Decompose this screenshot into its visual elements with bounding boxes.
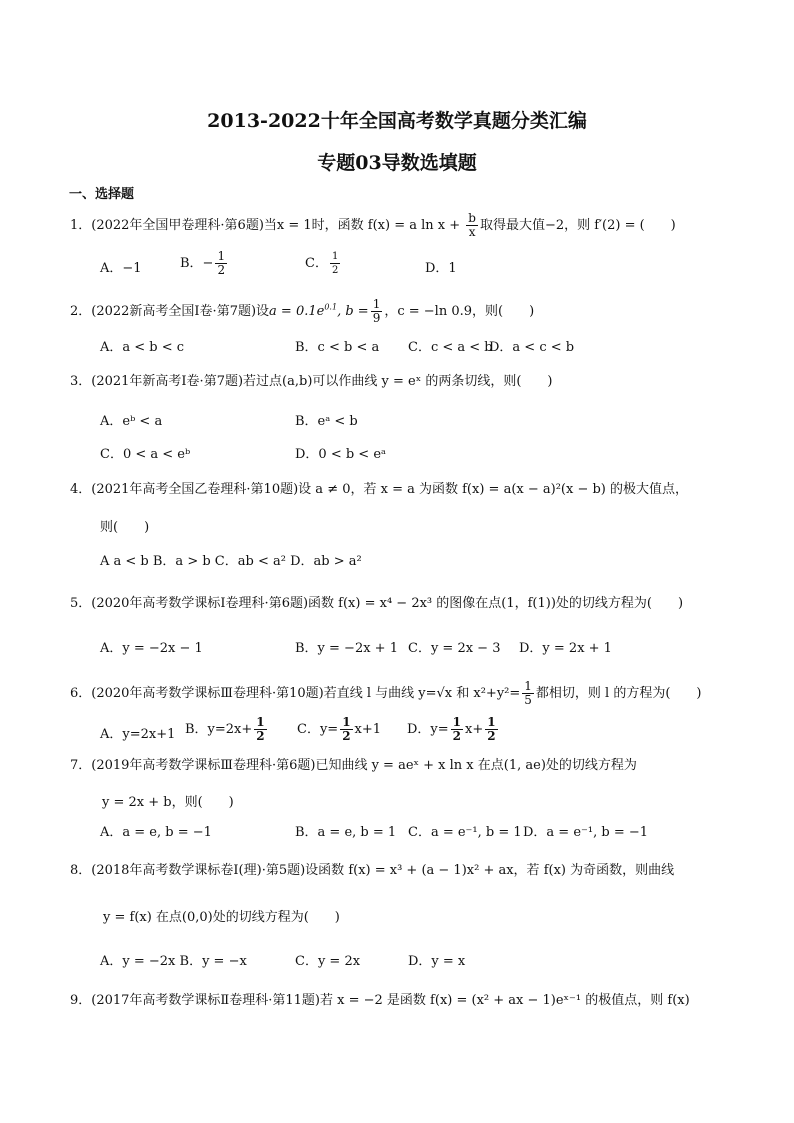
q7-option-a: A．a = e, b = −1 <box>100 825 212 840</box>
option-fraction <box>215 250 227 277</box>
q5-option-b: B．y = −2x + 1 <box>295 641 398 656</box>
q5-option-c: C．y = 2x − 3 <box>408 641 501 656</box>
frac-denominator: 2 <box>452 729 462 743</box>
question-1-lead: 1．(2022年全国甲卷理科·第6题)当 <box>70 218 277 233</box>
question-2 <box>70 298 534 325</box>
option-label: C． <box>305 256 328 271</box>
document-title: 2013-2022十年全国高考数学真题分类汇编 <box>207 110 587 132</box>
q8-option-ab: A．y = −2x B．y = −x <box>100 954 247 969</box>
q2-option-b: B．c < b < a <box>295 340 380 355</box>
frac-numerator: 1 <box>452 715 462 729</box>
q1-option-c <box>305 250 342 277</box>
question-5: 5．(2020年高考数学课标Ⅰ卷理科·第6题)函数 f(x) = x⁴ − 2x³ 的图像在点(1，f(1))处的切线方程为( ) <box>70 596 684 611</box>
question-6 <box>70 680 701 707</box>
option-fraction-2 <box>485 716 497 743</box>
q2-option-d: D．a < c < b <box>489 340 575 355</box>
q3-option-c: C．0 < a < eᵇ <box>100 447 191 462</box>
q3-option-a: A．eᵇ < a <box>100 414 163 429</box>
question-4: 4．(2021年高考全国乙卷理科·第10题)设 a ≠ 0，若 x = a 为函数 f(x) = a(x − a)²(x − b) 的极大值点， <box>70 482 688 497</box>
option-fraction <box>340 716 352 743</box>
q7-option-b: B．a = e, b = 1 <box>295 825 397 840</box>
question-2-expr2: , b = <box>337 304 369 319</box>
question-8: 8．(2018年高考数学课标卷Ⅰ(理)·第5题)设函数 f(x) = x³ + (a − 1)x² + ax，若 f(x) 为奇函数，则曲线 <box>70 863 675 878</box>
frac-denominator: 2 <box>331 265 339 276</box>
option-fraction <box>451 716 463 743</box>
q1-option-b <box>180 250 229 277</box>
question-2-lead: 2．(2022新高考全国Ⅰ卷·第7题)设 <box>70 304 270 319</box>
option-label: B．− <box>180 256 214 271</box>
option-fraction <box>330 250 340 277</box>
option-tail: x+1 <box>354 722 382 737</box>
q2-option-c: C．c < a < b <box>408 340 493 355</box>
frac-denominator: 2 <box>256 729 265 743</box>
q5-option-a: A．y = −2x − 1 <box>100 641 203 656</box>
question-7: 7．(2019年高考数学课标Ⅲ卷理科·第6题)已知曲线 y = aeˣ + x ln x 在点(1, ae)处的切线方程为 <box>70 758 637 773</box>
section-heading: 一、选择题 <box>69 187 135 202</box>
question-6-tail: 都相切，则 l 的方程为( ) <box>535 686 702 701</box>
q6-option-b <box>185 716 269 743</box>
frac-denominator: 2 <box>487 729 496 743</box>
q7-option-c: C．a = e⁻¹, b = 1 <box>408 825 522 840</box>
frac-numerator: b <box>468 211 476 225</box>
q7-option-d: D．a = e⁻¹, b = −1 <box>523 825 649 840</box>
frac-numerator: 1 <box>487 715 496 729</box>
q1-option-d: D．1 <box>425 261 457 276</box>
question-8-continuation: y = f(x) 在点(0,0)处的切线方程为( ) <box>103 910 340 925</box>
frac-denominator: 5 <box>524 693 532 707</box>
question-1-tail: 取得最大值−2，则 f′(2) = ( ) <box>479 218 676 233</box>
q3-option-b: B．eᵃ < b <box>295 414 358 429</box>
question-1-mid: x = 1时，函数 f(x) = a ln x + <box>276 218 465 233</box>
question-3: 3．(2021年新高考Ⅰ卷·第7题)若过点(a,b)可以作曲线 y = eˣ 的两条切线，则( ) <box>70 374 553 389</box>
q3-option-d: D．0 < b < eᵃ <box>295 447 387 462</box>
frac-numerator: 1 <box>331 251 339 262</box>
question-7-continuation: y = 2x + b，则( ) <box>102 795 234 810</box>
option-label: D．y= <box>407 722 449 737</box>
option-fraction <box>254 716 266 743</box>
frac-numerator: 1 <box>342 715 351 729</box>
q6-option-c <box>297 716 381 743</box>
q6-option-a: A．y=2x+1 <box>100 727 176 742</box>
frac-numerator: 1 <box>372 297 381 311</box>
question-4-continuation: 则( ) <box>100 520 150 535</box>
question-2-fraction <box>371 298 383 325</box>
question-1 <box>70 212 676 239</box>
question-1-fraction <box>466 212 478 239</box>
q6-option-d <box>407 716 500 743</box>
document-subtitle: 专题03导数选填题 <box>317 152 477 174</box>
q1-option-a: A．−1 <box>100 261 142 276</box>
option-label: B．y=2x+ <box>185 722 253 737</box>
q5-option-d: D．y = 2x + 1 <box>519 641 612 656</box>
question-2-tail: ，c = −ln 0.9，则( ) <box>384 304 535 319</box>
question-2-sup: 0.1 <box>324 302 338 312</box>
q8-option-d: D．y = x <box>408 954 466 969</box>
frac-denominator: 9 <box>372 311 381 325</box>
question-9: 9．(2017年高考数学课标Ⅱ卷理科·第11题)若 x = −2 是函数 f(x) = (x² + ax − 1)eˣ⁻¹ 的极值点，则 f(x) <box>70 993 690 1008</box>
question-6-fraction <box>522 680 534 707</box>
option-label: C．y= <box>297 722 339 737</box>
q4-options: A a < b B．a > b C．ab < a² D．ab > a² <box>100 554 362 569</box>
q8-option-c: C．y = 2x <box>295 954 361 969</box>
frac-denominator: x <box>468 225 476 239</box>
question-6-lead: 6．(2020年高考数学课标Ⅲ卷理科·第10题)若直线 l 与曲线 y=√x 和 x²+y²= <box>70 686 521 701</box>
q2-option-a: A．a < b < c <box>100 340 185 355</box>
frac-numerator: 1 <box>256 715 265 729</box>
frac-denominator: 2 <box>342 729 351 743</box>
frac-numerator: 1 <box>217 249 226 263</box>
option-mid: x+ <box>465 722 484 737</box>
frac-numerator: 1 <box>524 679 532 693</box>
question-2-expr: a = 0.1e <box>269 304 325 319</box>
frac-denominator: 2 <box>217 263 226 277</box>
